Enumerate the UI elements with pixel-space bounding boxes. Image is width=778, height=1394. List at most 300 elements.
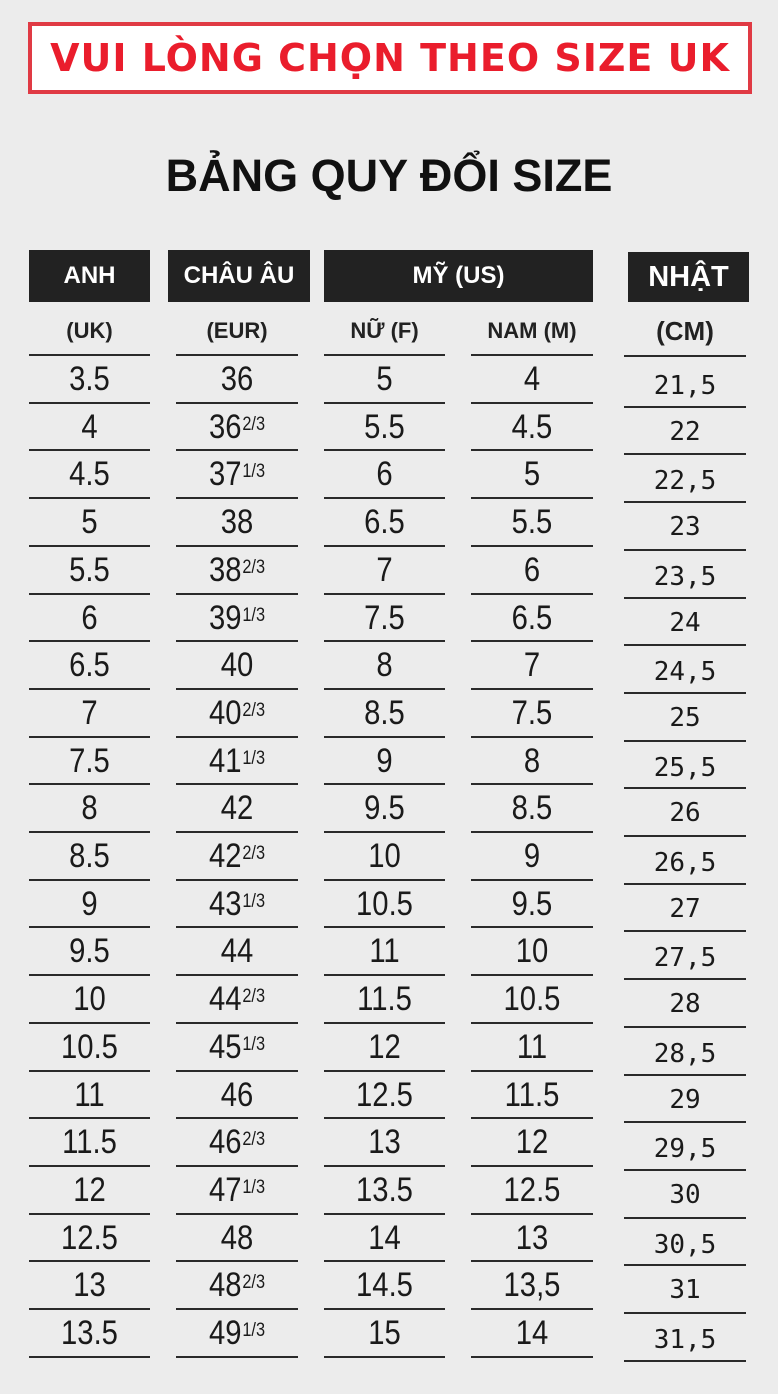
size-cell-uk bbox=[37, 407, 141, 447]
size-value: 12.5 bbox=[61, 1218, 118, 1257]
size-cell-us-f bbox=[332, 979, 436, 1019]
row-divider bbox=[471, 879, 593, 881]
row-divider bbox=[624, 453, 746, 455]
row-divider bbox=[324, 1260, 445, 1262]
size-cell-us-f bbox=[332, 693, 436, 733]
row-divider bbox=[29, 354, 150, 356]
size-value: 6.5 bbox=[69, 646, 110, 685]
row-divider bbox=[176, 1022, 298, 1024]
row-divider bbox=[624, 835, 746, 837]
row-divider bbox=[471, 1356, 593, 1358]
size-cell-uk bbox=[37, 1075, 141, 1115]
size-cell-jp: 27 bbox=[669, 893, 701, 924]
size-cell-us-m bbox=[480, 1218, 585, 1258]
row-divider bbox=[176, 497, 298, 499]
row-divider bbox=[176, 831, 298, 833]
size-cell-jp: 31 bbox=[669, 1275, 701, 1306]
subheader-us-m: NAM (M) bbox=[487, 318, 577, 343]
subheader-uk: (UK) bbox=[66, 318, 113, 343]
row-divider bbox=[29, 1356, 150, 1358]
size-cell-jp: 25 bbox=[669, 702, 701, 733]
row-divider bbox=[624, 692, 746, 694]
row-divider bbox=[176, 1070, 298, 1072]
row-divider bbox=[471, 545, 593, 547]
row-divider bbox=[324, 1308, 445, 1310]
row-divider bbox=[471, 1165, 593, 1167]
size-fraction: 2/3 bbox=[242, 556, 266, 578]
size-value: 42 bbox=[220, 789, 254, 828]
size-value: 45 bbox=[208, 1027, 242, 1066]
size-cell-jp: 29 bbox=[669, 1084, 701, 1115]
size-cell-us-f bbox=[332, 502, 436, 542]
row-divider bbox=[324, 1356, 445, 1358]
size-value: 8.5 bbox=[69, 837, 110, 875]
size-value: 4.5 bbox=[511, 407, 553, 446]
row-divider bbox=[324, 879, 445, 881]
row-divider bbox=[29, 402, 150, 404]
size-cell-uk bbox=[37, 788, 141, 828]
size-cell-eur bbox=[185, 1218, 290, 1258]
size-cell-uk bbox=[37, 454, 141, 494]
row-divider bbox=[324, 640, 445, 642]
size-value: 9.5 bbox=[69, 932, 110, 971]
size-value: 11 bbox=[369, 932, 400, 971]
size-cell-uk bbox=[37, 1218, 141, 1258]
size-cell-us-m bbox=[480, 359, 585, 399]
row-divider bbox=[29, 1022, 150, 1024]
row-divider bbox=[324, 736, 445, 738]
size-value: 6.5 bbox=[511, 598, 553, 637]
size-cell-uk bbox=[37, 836, 141, 876]
size-value: 13 bbox=[515, 1218, 549, 1257]
size-cell-us-m bbox=[480, 884, 585, 924]
size-cell-us-f bbox=[332, 1218, 436, 1258]
size-cell-us-f bbox=[332, 1075, 436, 1115]
size-cell-uk bbox=[37, 598, 141, 638]
size-value: 37 bbox=[208, 455, 242, 494]
row-divider bbox=[29, 640, 150, 642]
size-cell-jp: 22,5 bbox=[653, 466, 717, 497]
row-divider bbox=[29, 783, 150, 785]
size-cell-uk bbox=[37, 979, 141, 1019]
row-divider bbox=[29, 879, 150, 881]
size-value: 7.5 bbox=[69, 741, 110, 780]
size-cell-jp: 29,5 bbox=[653, 1134, 717, 1165]
size-fraction: 1/3 bbox=[242, 890, 266, 912]
size-cell-jp: 31,5 bbox=[653, 1325, 717, 1355]
size-value: 13.5 bbox=[356, 1170, 413, 1209]
row-divider bbox=[176, 1213, 298, 1215]
size-value: 5 bbox=[376, 360, 393, 398]
size-fraction: 2/3 bbox=[242, 413, 266, 435]
size-cell-eur bbox=[185, 407, 290, 447]
header-jp: NHẬT bbox=[628, 252, 749, 302]
row-divider bbox=[324, 783, 445, 785]
size-cell-jp: 30 bbox=[669, 1179, 701, 1210]
row-divider bbox=[624, 501, 746, 503]
size-cell-jp: 24,5 bbox=[653, 657, 717, 688]
row-divider bbox=[324, 593, 445, 595]
row-divider bbox=[471, 402, 593, 404]
size-cell-uk bbox=[37, 645, 141, 685]
size-value: 48 bbox=[208, 1266, 242, 1305]
size-fraction: 1/3 bbox=[242, 1320, 266, 1341]
size-cell-eur bbox=[185, 931, 290, 971]
size-value: 13 bbox=[368, 1123, 401, 1162]
size-cell-eur bbox=[185, 598, 290, 638]
row-divider bbox=[29, 1308, 150, 1310]
size-value: 13,5 bbox=[503, 1266, 561, 1305]
size-value: 7 bbox=[376, 550, 393, 589]
size-cell-us-f bbox=[332, 1313, 436, 1353]
row-divider bbox=[176, 1260, 298, 1262]
subheader-jp: (CM) bbox=[656, 316, 714, 346]
size-cell-eur bbox=[185, 1265, 290, 1305]
row-divider bbox=[471, 1308, 593, 1310]
row-divider bbox=[471, 1117, 593, 1119]
row-divider bbox=[624, 406, 746, 408]
size-value: 47 bbox=[208, 1170, 242, 1209]
size-value: 46 bbox=[208, 1123, 242, 1162]
row-divider bbox=[471, 640, 593, 642]
row-divider bbox=[624, 1217, 746, 1219]
size-cell-uk bbox=[37, 1313, 141, 1353]
size-value: 8.5 bbox=[511, 789, 553, 828]
size-fraction: 1/3 bbox=[242, 1033, 266, 1055]
size-fraction: 1/3 bbox=[242, 604, 266, 626]
size-value: 7.5 bbox=[511, 693, 553, 732]
size-cell-uk bbox=[37, 359, 141, 399]
size-cell-uk bbox=[37, 550, 141, 590]
size-cell-eur bbox=[185, 645, 290, 685]
row-divider bbox=[324, 974, 445, 976]
size-cell-us-f bbox=[332, 359, 436, 399]
row-divider bbox=[624, 1026, 746, 1028]
size-value: 38 bbox=[208, 550, 242, 589]
row-divider bbox=[624, 549, 746, 551]
size-cell-us-m bbox=[480, 1265, 585, 1305]
size-cell-uk bbox=[37, 931, 141, 971]
row-divider bbox=[29, 545, 150, 547]
size-cell-us-m bbox=[480, 979, 585, 1019]
size-value: 11.5 bbox=[62, 1123, 117, 1162]
row-divider bbox=[176, 545, 298, 547]
size-value: 48 bbox=[220, 1218, 254, 1257]
row-divider bbox=[29, 1260, 150, 1262]
row-divider bbox=[624, 644, 746, 646]
size-value: 40 bbox=[220, 646, 254, 685]
row-divider bbox=[324, 926, 445, 928]
size-cell-uk bbox=[37, 1265, 141, 1305]
size-fraction: 2/3 bbox=[242, 843, 266, 864]
size-cell-jp: 22 bbox=[669, 416, 701, 447]
row-divider bbox=[324, 354, 445, 356]
row-divider bbox=[176, 1117, 298, 1119]
size-value: 6 bbox=[376, 455, 393, 494]
size-value: 5 bbox=[81, 503, 98, 542]
size-value: 8 bbox=[376, 646, 393, 685]
row-divider bbox=[29, 974, 150, 976]
size-cell-jp: 25,5 bbox=[653, 752, 717, 783]
size-fraction: 1/3 bbox=[242, 747, 266, 769]
row-divider bbox=[29, 497, 150, 499]
size-cell-us-m bbox=[480, 788, 585, 828]
size-value: 6 bbox=[523, 550, 541, 589]
size-value: 13.5 bbox=[61, 1314, 118, 1352]
row-divider bbox=[471, 497, 593, 499]
row-divider bbox=[176, 879, 298, 881]
size-value: 14.5 bbox=[356, 1266, 413, 1305]
row-divider bbox=[324, 1117, 445, 1119]
row-divider bbox=[471, 449, 593, 451]
page-title: BẢNG QUY ĐỔI SIZE bbox=[165, 150, 613, 201]
row-divider bbox=[471, 831, 593, 833]
size-cell-eur bbox=[185, 884, 290, 924]
row-divider bbox=[324, 545, 445, 547]
size-value: 12.5 bbox=[356, 1075, 413, 1114]
size-cell-jp: 23,5 bbox=[653, 561, 717, 592]
size-cell-eur bbox=[185, 454, 290, 494]
size-value: 5.5 bbox=[69, 550, 110, 589]
size-value: 10 bbox=[515, 932, 549, 971]
size-value: 11 bbox=[516, 1027, 548, 1066]
size-cell-jp: 24 bbox=[669, 607, 701, 638]
row-divider bbox=[471, 1260, 593, 1262]
size-notice-text: VUI LÒNG CHỌN THEO SIZE UK bbox=[50, 36, 730, 80]
size-value: 7 bbox=[523, 646, 541, 685]
size-cell-eur bbox=[185, 741, 290, 781]
size-value: 43 bbox=[208, 884, 242, 923]
size-cell-us-m bbox=[480, 645, 585, 685]
row-divider bbox=[471, 688, 593, 690]
size-fraction: 1/3 bbox=[242, 1176, 266, 1198]
size-cell-eur bbox=[185, 836, 290, 876]
header-eur: CHÂU ÂU bbox=[168, 250, 310, 302]
size-cell-eur bbox=[185, 1027, 290, 1067]
row-divider bbox=[29, 1165, 150, 1167]
size-cell-us-m bbox=[480, 1313, 585, 1353]
size-value: 11.5 bbox=[357, 980, 412, 1019]
size-cell-us-f bbox=[332, 454, 436, 494]
size-value: 12 bbox=[515, 1123, 549, 1162]
row-divider bbox=[471, 926, 593, 928]
row-divider bbox=[624, 978, 746, 980]
size-value: 12 bbox=[73, 1170, 106, 1209]
size-value: 6.5 bbox=[364, 503, 405, 542]
row-divider bbox=[29, 736, 150, 738]
row-divider bbox=[471, 1213, 593, 1215]
size-cell-eur bbox=[185, 693, 290, 733]
row-divider bbox=[176, 1165, 298, 1167]
size-cell-eur bbox=[185, 1075, 290, 1115]
row-divider bbox=[324, 1022, 445, 1024]
size-fraction: 1/3 bbox=[242, 461, 266, 483]
size-value: 7 bbox=[81, 693, 98, 732]
row-divider bbox=[176, 974, 298, 976]
row-divider bbox=[29, 1213, 150, 1215]
size-cell-uk bbox=[37, 741, 141, 781]
size-cell-jp: 28,5 bbox=[653, 1038, 717, 1069]
size-cell-eur bbox=[185, 550, 290, 590]
size-value: 10 bbox=[368, 837, 401, 875]
size-value: 44 bbox=[220, 932, 254, 971]
size-cell-jp: 21,5 bbox=[653, 371, 717, 401]
row-divider bbox=[29, 1117, 150, 1119]
size-value: 39 bbox=[208, 598, 242, 637]
size-value: 10.5 bbox=[503, 980, 561, 1019]
size-cell-jp: 28 bbox=[669, 989, 701, 1020]
size-cell-us-m bbox=[480, 598, 585, 638]
size-value: 6 bbox=[81, 598, 98, 637]
size-cell-us-f bbox=[332, 1027, 436, 1067]
row-divider bbox=[624, 1312, 746, 1314]
row-divider bbox=[624, 1169, 746, 1171]
size-cell-jp: 27,5 bbox=[653, 943, 717, 974]
row-divider bbox=[624, 930, 746, 932]
size-cell-us-f bbox=[332, 550, 436, 590]
size-value: 10.5 bbox=[61, 1027, 118, 1066]
size-cell-us-f bbox=[332, 836, 436, 876]
size-cell-us-f bbox=[332, 645, 436, 685]
size-value: 5 bbox=[523, 455, 541, 494]
size-cell-us-f bbox=[332, 931, 436, 971]
size-cell-jp: 26 bbox=[669, 798, 701, 829]
size-value: 10.5 bbox=[356, 884, 413, 923]
subheader-eur: (EUR) bbox=[206, 318, 268, 343]
size-cell-us-m bbox=[480, 550, 585, 590]
size-cell-jp: 23 bbox=[669, 512, 701, 543]
row-divider bbox=[624, 597, 746, 599]
row-divider bbox=[176, 640, 298, 642]
size-cell-uk bbox=[37, 502, 141, 542]
row-divider bbox=[624, 740, 746, 742]
row-divider bbox=[29, 1070, 150, 1072]
size-value: 14 bbox=[515, 1314, 549, 1352]
row-divider bbox=[624, 1264, 746, 1266]
size-value: 5.5 bbox=[364, 407, 405, 446]
size-value: 5.5 bbox=[511, 503, 553, 542]
size-value: 38 bbox=[220, 503, 254, 542]
size-value: 15 bbox=[368, 1314, 401, 1352]
row-divider bbox=[624, 1360, 746, 1362]
size-fraction: 2/3 bbox=[242, 1272, 266, 1294]
row-divider bbox=[176, 402, 298, 404]
size-cell-us-m bbox=[480, 407, 585, 447]
size-fraction: 2/3 bbox=[242, 1129, 266, 1151]
size-value: 4 bbox=[523, 360, 541, 398]
row-divider bbox=[29, 449, 150, 451]
size-cell-us-f bbox=[332, 598, 436, 638]
size-value: 49 bbox=[208, 1314, 242, 1352]
size-cell-us-m bbox=[480, 693, 585, 733]
size-value: 8.5 bbox=[364, 693, 405, 732]
row-divider bbox=[176, 688, 298, 690]
row-divider bbox=[324, 497, 445, 499]
row-divider bbox=[324, 402, 445, 404]
size-cell-us-m bbox=[480, 741, 585, 781]
size-cell-jp: 30,5 bbox=[653, 1229, 717, 1260]
size-cell-us-m bbox=[480, 836, 585, 876]
size-cell-us-f bbox=[332, 1170, 436, 1210]
size-cell-us-f bbox=[332, 788, 436, 828]
row-divider bbox=[624, 355, 746, 357]
size-cell-eur bbox=[185, 979, 290, 1019]
size-cell-uk bbox=[37, 1122, 141, 1162]
row-divider bbox=[176, 736, 298, 738]
row-divider bbox=[324, 831, 445, 833]
size-value: 11.5 bbox=[504, 1075, 560, 1114]
size-value: 36 bbox=[208, 407, 242, 446]
row-divider bbox=[176, 783, 298, 785]
size-value: 42 bbox=[208, 837, 242, 875]
row-divider bbox=[471, 593, 593, 595]
header-us: MỸ (US) bbox=[324, 250, 593, 302]
size-value: 44 bbox=[208, 980, 242, 1019]
size-cell-eur bbox=[185, 359, 290, 399]
size-cell-eur bbox=[185, 1170, 290, 1210]
row-divider bbox=[471, 1070, 593, 1072]
row-divider bbox=[176, 1356, 298, 1358]
row-divider bbox=[324, 1213, 445, 1215]
size-cell-us-m bbox=[480, 1075, 585, 1115]
row-divider bbox=[624, 883, 746, 885]
size-cell-us-f bbox=[332, 407, 436, 447]
row-divider bbox=[624, 1121, 746, 1123]
row-divider bbox=[624, 787, 746, 789]
row-divider bbox=[471, 974, 593, 976]
size-value: 41 bbox=[208, 741, 242, 780]
size-value: 13 bbox=[73, 1266, 106, 1305]
row-divider bbox=[176, 593, 298, 595]
row-divider bbox=[471, 1022, 593, 1024]
size-value: 14 bbox=[368, 1218, 401, 1257]
size-value: 9.5 bbox=[364, 789, 405, 828]
size-cell-us-m bbox=[480, 1170, 585, 1210]
subheader-us-f: NỮ (F) bbox=[350, 318, 419, 343]
size-value: 12 bbox=[368, 1027, 401, 1066]
size-cell-us-m bbox=[480, 931, 585, 971]
size-value: 9.5 bbox=[511, 884, 553, 923]
row-divider bbox=[176, 1308, 298, 1310]
row-divider bbox=[324, 449, 445, 451]
row-divider bbox=[29, 688, 150, 690]
row-divider bbox=[29, 593, 150, 595]
size-cell-uk bbox=[37, 884, 141, 924]
size-fraction: 2/3 bbox=[242, 699, 266, 721]
size-cell-us-m bbox=[480, 1122, 585, 1162]
size-value: 8 bbox=[81, 789, 98, 828]
size-fraction: 2/3 bbox=[242, 986, 266, 1008]
row-divider bbox=[176, 354, 298, 356]
size-cell-eur bbox=[185, 1313, 290, 1353]
size-value: 40 bbox=[208, 693, 242, 732]
size-cell-us-f bbox=[332, 884, 436, 924]
size-cell-us-f bbox=[332, 1122, 436, 1162]
size-cell-us-f bbox=[332, 1265, 436, 1305]
size-cell-uk bbox=[37, 1027, 141, 1067]
size-cell-us-m bbox=[480, 502, 585, 542]
size-value: 8 bbox=[523, 741, 541, 780]
size-value: 4 bbox=[81, 407, 98, 446]
size-cell-eur bbox=[185, 1122, 290, 1162]
row-divider bbox=[29, 831, 150, 833]
size-value: 3.5 bbox=[69, 360, 110, 398]
size-cell-us-m bbox=[480, 454, 585, 494]
size-cell-uk bbox=[37, 693, 141, 733]
size-cell-us-f bbox=[332, 741, 436, 781]
size-cell-jp: 26,5 bbox=[653, 848, 717, 878]
row-divider bbox=[29, 926, 150, 928]
